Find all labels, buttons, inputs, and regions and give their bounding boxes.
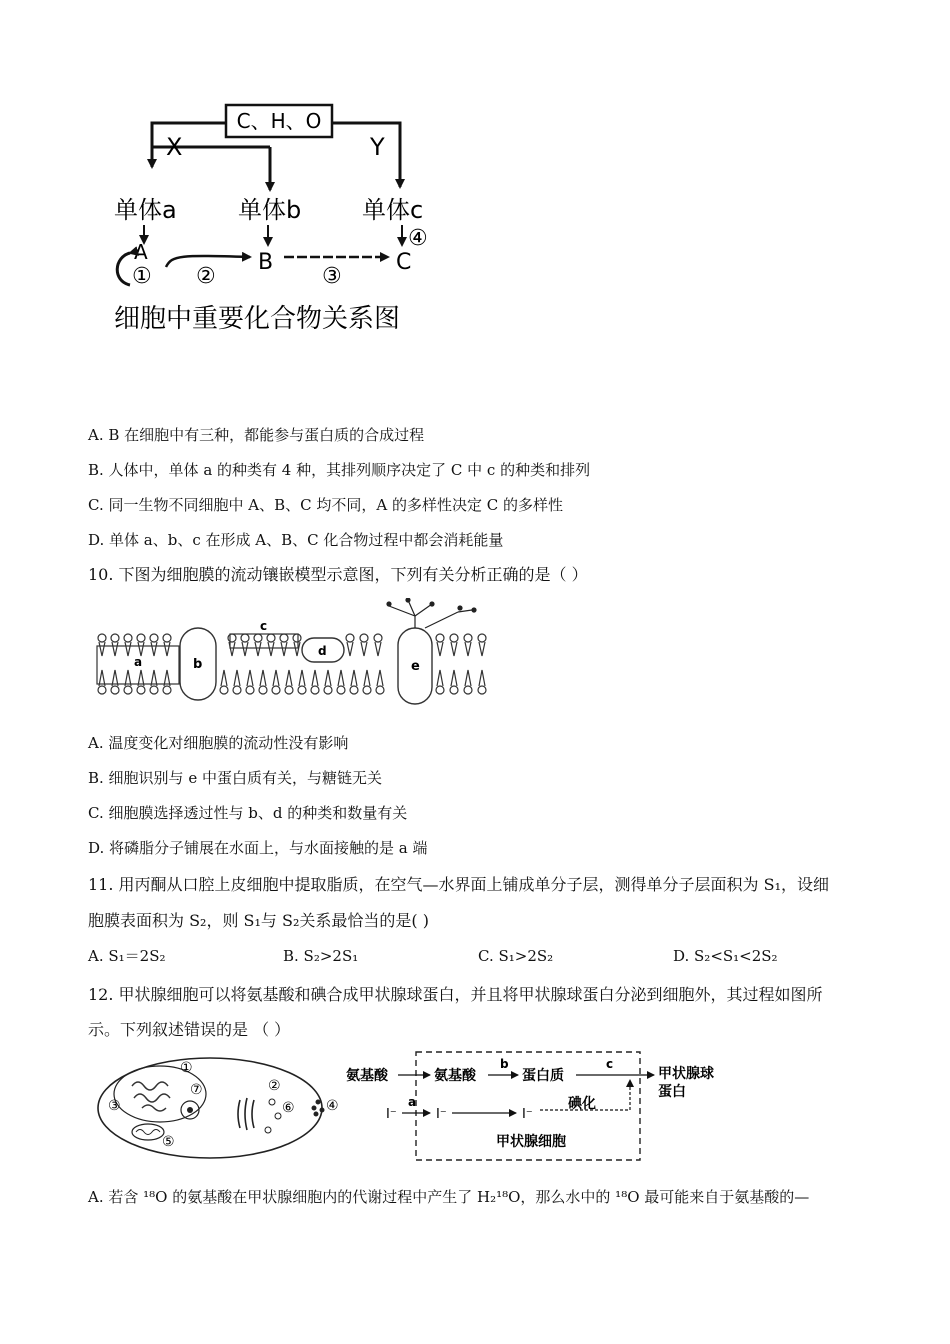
phospholipid-head: [374, 634, 382, 642]
phospholipid-tail: [260, 670, 266, 686]
phospholipid-head: [280, 634, 288, 642]
phospholipid-head: [478, 686, 486, 694]
phospholipid-tail: [437, 642, 443, 656]
y-branch-line: [332, 123, 400, 187]
product-line1: 甲状腺球: [658, 1066, 714, 1082]
label-n2: ②: [268, 1078, 281, 1094]
phospholipid-head: [346, 634, 354, 642]
phospholipid-head: [478, 634, 486, 642]
q11-stem-line2: 胞膜表面积为 S₂，则 S₁与 S₂关系最恰当的是( ): [88, 911, 429, 930]
phospholipid-head: [137, 686, 145, 694]
step-3: ③: [322, 264, 342, 289]
iodide-inside-1: I⁻: [436, 1107, 447, 1122]
phospholipid-tail: [294, 642, 300, 656]
node-c: C: [396, 250, 412, 275]
phospholipid-tail: [125, 642, 131, 656]
phospholipid-tail: [281, 642, 287, 656]
arrow-c-label: c: [606, 1057, 614, 1071]
phospholipid-tail: [164, 642, 170, 656]
phospholipid-tail: [451, 670, 457, 686]
top-box-label: C、H、O: [236, 109, 322, 133]
phospholipid-head: [220, 686, 228, 694]
compound-relationship-diagram: [100, 95, 460, 340]
q11-option-c: C. S₁>2S₂: [478, 947, 554, 965]
y-label: Y: [370, 133, 385, 161]
phospholipid-tail: [286, 670, 292, 686]
cell-membrane-diagram: [92, 598, 492, 708]
amino-acid-outside: 氨基酸: [346, 1068, 388, 1084]
phospholipid-tail: [112, 642, 118, 656]
q12-stem-line2: 示。下列叙述错误的是 （ ）: [88, 1020, 291, 1039]
mitochondrion: [132, 1124, 164, 1140]
phospholipid-head: [233, 686, 241, 694]
phospholipid-head: [450, 686, 458, 694]
phospholipid-tail: [479, 670, 485, 686]
phospholipid-head: [464, 686, 472, 694]
phospholipid-head: [98, 634, 106, 642]
phospholipid-tail: [151, 642, 157, 656]
label-c: c: [260, 619, 268, 633]
self-replication-loop: [117, 253, 130, 285]
label-n1: ①: [180, 1060, 193, 1076]
phospholipid-tail: [451, 642, 457, 656]
phospholipid-head: [163, 634, 171, 642]
iodide-inside-2: I⁻: [522, 1107, 533, 1122]
phospholipid-tail: [377, 670, 383, 686]
phospholipid-head: [350, 686, 358, 694]
arrow-b-label: b: [500, 1057, 509, 1071]
step-2: ②: [196, 264, 216, 289]
q10-stem: 10. 下图为细胞膜的流动镶嵌模型示意图，下列有关分析正确的是（ ）: [88, 565, 588, 584]
phospholipid-tail: [234, 670, 240, 686]
q9-option-b: B. 人体中，单体 a 的种类有 4 种，其排列顺序决定了 C 中 c 的种类和排列: [88, 461, 591, 479]
arrow-a-label: a: [408, 1095, 417, 1109]
iodide-outside: I⁻: [386, 1107, 397, 1122]
phospholipid-tail: [465, 642, 471, 656]
label-n6: ⑥: [282, 1100, 295, 1116]
phospholipid-head: [436, 634, 444, 642]
x-branch-line: [152, 123, 226, 167]
phospholipid-head: [163, 686, 171, 694]
phospholipid-tail: [268, 642, 274, 656]
q10-option-a: A. 温度变化对细胞膜的流动性没有影响: [88, 734, 349, 752]
phospholipid-head: [98, 686, 106, 694]
q11-option-d: D. S₂<S₁<2S₂: [673, 947, 778, 965]
label-n5: ⑤: [162, 1134, 175, 1150]
monomer-b: 单体b: [238, 196, 302, 224]
monomer-a: 单体a: [114, 196, 177, 224]
phospholipid-head: [272, 686, 280, 694]
iodination-label: 碘化: [568, 1096, 596, 1112]
phospholipid-head: [464, 634, 472, 642]
phospholipid-tail: [338, 670, 344, 686]
phospholipid-head: [293, 634, 301, 642]
phospholipid-tail: [364, 670, 370, 686]
amino-acid-inside: 氨基酸: [434, 1068, 476, 1084]
label-n7: ⑦: [190, 1082, 203, 1098]
phospholipid-tail: [273, 670, 279, 686]
phospholipid-head: [436, 686, 444, 694]
thyroid-cell-diagram: [92, 1050, 752, 1165]
glycocalyx: [387, 598, 476, 628]
phospholipid-head: [450, 634, 458, 642]
phospholipid-tail: [465, 670, 471, 686]
product-line2: 蛋白: [658, 1084, 686, 1100]
phospholipid-head: [111, 634, 119, 642]
diagram-caption: 细胞中重要化合物关系图: [114, 304, 401, 334]
phospholipid-tail: [299, 670, 305, 686]
q11-stem-line1: 11. 用丙酮从口腔上皮细胞中提取脂质，在空气—水界面上铺成单分子层，测得单分子层面积为 S₁，设细: [88, 875, 829, 894]
label-a: a: [134, 655, 143, 669]
golgi-apparatus: [238, 1098, 254, 1130]
phospholipid-head: [241, 634, 249, 642]
phospholipid-tail: [99, 642, 105, 656]
phospholipid-head: [337, 686, 345, 694]
q11-option-a: A. S₁＝2S₂: [88, 947, 166, 965]
phospholipid-head: [150, 634, 158, 642]
phospholipid-head: [324, 686, 332, 694]
phospholipid-tail: [479, 642, 485, 656]
q11-option-b: B. S₂>2S₁: [283, 947, 359, 965]
phospholipid-tail: [437, 670, 443, 686]
phospholipid-tail: [312, 670, 318, 686]
phospholipid-tail: [138, 642, 144, 656]
q10-option-d: D. 将磷脂分子铺展在水面上，与水面接触的是 a 端: [88, 839, 428, 857]
thyroid-cell-label: 甲状腺细胞: [496, 1134, 566, 1150]
phospholipid-head: [376, 686, 384, 694]
q10-option-b: B. 细胞识别与 e 中蛋白质有关，与糖链无关: [88, 769, 382, 787]
phospholipid-head: [150, 686, 158, 694]
phospholipid-head: [298, 686, 306, 694]
phospholipid-tail: [247, 670, 253, 686]
phospholipid-head: [228, 634, 236, 642]
q9-option-c: C. 同一生物不同细胞中 A、B、C 均不同，A 的多样性决定 C 的多样性: [88, 496, 563, 514]
label-n3: ③: [108, 1098, 121, 1114]
label-n4: ④: [326, 1098, 339, 1114]
q12-option-a: A. 若含 ¹⁸O 的氨基酸在甲状腺细胞内的代谢过程中产生了 H₂¹⁸O，那么水中的 ¹⁸O 最可能来自于氨基酸的—: [88, 1188, 810, 1206]
label-e: e: [411, 659, 420, 674]
phospholipid-head: [285, 686, 293, 694]
phospholipid-head: [124, 686, 132, 694]
phospholipid-head: [311, 686, 319, 694]
phospholipid-tail: [351, 670, 357, 686]
protein-label: 蛋白质: [522, 1068, 564, 1084]
label-b: b: [193, 657, 203, 672]
q9-option-a: A. B 在细胞中有三种，都能参与蛋白质的合成过程: [88, 426, 425, 444]
phospholipid-tail: [242, 642, 248, 656]
phospholipid-head: [137, 634, 145, 642]
phospholipid-head: [363, 686, 371, 694]
phospholipid-tail: [221, 670, 227, 686]
phospholipid-head: [111, 686, 119, 694]
q12-stem-line1: 12. 甲状腺细胞可以将氨基酸和碘合成甲状腺球蛋白，并且将甲状腺球蛋白分泌到细胞外，其过程如图所: [88, 985, 823, 1004]
x-label: X: [166, 133, 183, 161]
phospholipid-head: [360, 634, 368, 642]
phospholipid-tail: [347, 642, 353, 656]
phospholipid-tail: [361, 642, 367, 656]
node-a: A: [134, 240, 148, 264]
step-1: ①: [132, 264, 152, 289]
phospholipid-head: [259, 686, 267, 694]
step-4: ④: [408, 226, 428, 251]
phospholipid-head: [124, 634, 132, 642]
q9-option-d: D. 单体 a、b、c 在形成 A、B、C 化合物过程中都会消耗能量: [88, 531, 504, 549]
phospholipid-tail: [325, 670, 331, 686]
phospholipid-head: [254, 634, 262, 642]
phospholipid-tail: [255, 642, 261, 656]
phospholipid-head: [246, 686, 254, 694]
phospholipid-head: [267, 634, 275, 642]
chromatin: [132, 1082, 170, 1111]
label-d: d: [318, 644, 327, 658]
monomer-c: 单体c: [362, 196, 424, 224]
phospholipid-tail: [375, 642, 381, 656]
q10-option-c: C. 细胞膜选择透过性与 b、d 的种类和数量有关: [88, 804, 408, 822]
node-b: B: [258, 250, 274, 275]
